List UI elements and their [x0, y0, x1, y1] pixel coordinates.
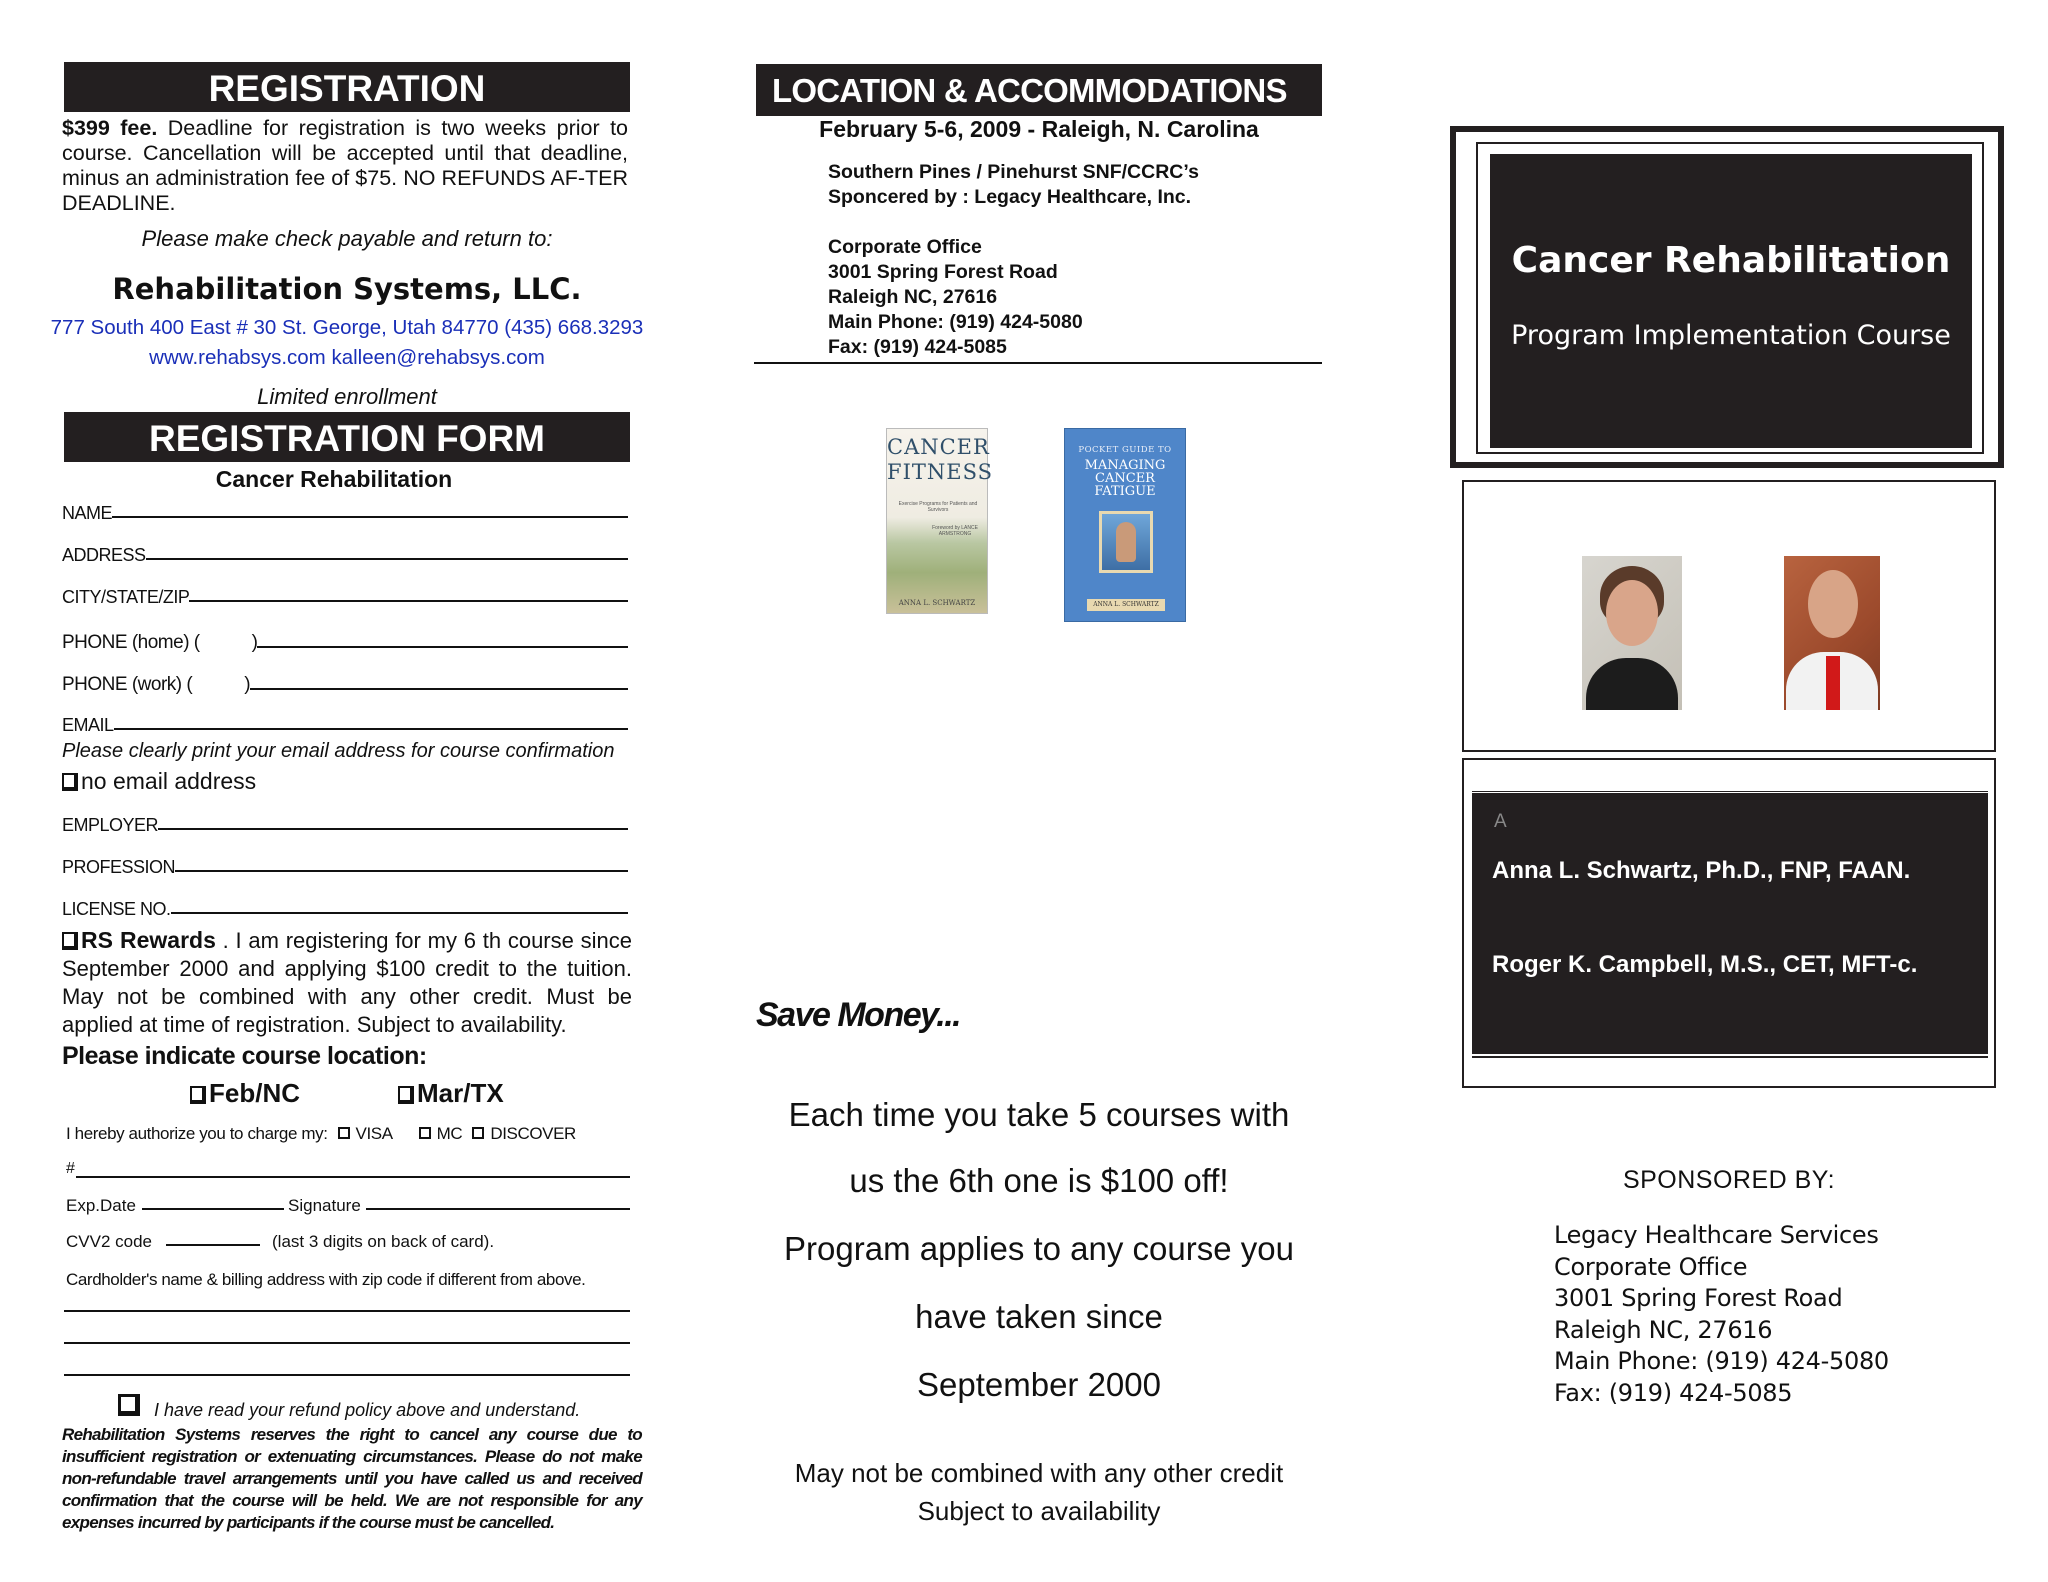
- instructor-photo-anna: [1582, 556, 1682, 710]
- location-line: Fax: (919) 424-5085: [828, 336, 1007, 358]
- location-date: February 5-6, 2009 - Raleigh, N. Carolina: [819, 116, 1259, 142]
- registration-title: REGISTRATION: [64, 62, 630, 112]
- promo-line: Program applies to any course you: [784, 1230, 1294, 1267]
- registration-terms: [62, 116, 628, 216]
- sponsor-line: Main Phone: (919) 424-5080: [1554, 1347, 1889, 1375]
- phone-work-line[interactable]: [250, 688, 628, 690]
- promo-line: September 2000: [916, 1366, 1161, 1403]
- instructor-marker: A: [1494, 811, 1507, 832]
- visa-checkbox[interactable]: [338, 1127, 350, 1139]
- feb-nc-checkbox[interactable]: [190, 1086, 206, 1104]
- instructor-names-underline: [1472, 1054, 1988, 1058]
- no-email-label: no email address: [81, 768, 257, 794]
- promo-line: Each time you take 5 courses with: [788, 1096, 1290, 1133]
- cover-subtitle: Program Implementation Course: [1511, 320, 1951, 351]
- book-cover-cancer-fitness: [886, 428, 993, 614]
- location-line: [828, 210, 1199, 235]
- profession-field[interactable]: [62, 850, 628, 878]
- sponsor-details: [1554, 1220, 1889, 1409]
- registration-fee: $399 fee.: [62, 116, 158, 140]
- billing-line-1[interactable]: [64, 1310, 630, 1312]
- promo-line: have taken since: [915, 1298, 1163, 1335]
- refund-ack-checkbox[interactable]: [118, 1394, 140, 1416]
- signature-line[interactable]: [366, 1208, 630, 1210]
- book1-title: CANCER FITNESS: [887, 435, 993, 484]
- mc-checkbox[interactable]: [419, 1127, 431, 1139]
- cvv-note: (last 3 digits on back of card).: [272, 1232, 495, 1251]
- location-line: Main Phone: (919) 424-5080: [828, 311, 1083, 333]
- promo-note: May not be combined with any other credit: [794, 1458, 1284, 1488]
- email-line[interactable]: [114, 728, 628, 730]
- rs-rewards-option[interactable]: [62, 926, 632, 1039]
- instructor-photo-roger: [1784, 556, 1880, 710]
- employer-field[interactable]: [62, 808, 628, 836]
- employer-label: EMPLOYER: [62, 815, 159, 835]
- sponsor-line: Fax: (919) 424-5085: [1554, 1378, 1793, 1407]
- mc-label: MC: [436, 1124, 463, 1143]
- exp-date-line[interactable]: [142, 1208, 284, 1210]
- book2-author: ANNA L. SCHWARTZ: [1087, 599, 1165, 611]
- name-line[interactable]: [112, 516, 628, 518]
- sponsor-line: Corporate Office: [1554, 1252, 1748, 1281]
- book2-pretitle: POCKET GUIDE TO: [1078, 445, 1172, 455]
- cvv-label: CVV2 code: [66, 1232, 152, 1251]
- signature-label: Signature: [288, 1196, 361, 1215]
- email-note: Please clearly print your email address for course confirmation: [62, 740, 615, 762]
- mar-tx-label: Mar/TX: [417, 1078, 504, 1108]
- city-state-zip-line[interactable]: [189, 600, 628, 602]
- email-label: EMAIL: [62, 715, 114, 735]
- save-money-heading: Save Money...: [756, 996, 961, 1034]
- instructor-names-panel: [1472, 790, 1988, 1054]
- location-line: Sponcered by : Legacy Healthcare, Inc.: [828, 186, 1192, 208]
- cancellation-disclaimer: Rehabilitation Systems reserves the right to cancel any course due to insufficient registration or extenuating circumstances. Please do not make non-refundable travel arrangements until you have called us and received confirmation that the course will be held. We are not responsible for any expenses incurred by participants if the course must be cancelled.: [62, 1425, 642, 1532]
- registration-form-title: REGISTRATION FORM: [64, 412, 630, 462]
- book2-title: MANAGING CANCER FATIGUE: [1084, 458, 1166, 499]
- cardholder-note: Cardholder's name & billing address with zip code if different from above.: [66, 1270, 586, 1289]
- promo-note: Subject to availability: [917, 1496, 1161, 1526]
- cvv-line[interactable]: [166, 1244, 260, 1246]
- registration-deadline: Deadline for registration is two weeks prior to course. Cancellation will be accepted until that deadline, minus an administration fee of $75. NO REFUNDS AF-TER DEADLINE.: [62, 116, 629, 215]
- instructor-name-anna: Anna L. Schwartz, Ph.D., FNP, FAAN.: [1492, 857, 1911, 884]
- form-subtitle: Cancer Rehabilitation: [215, 466, 453, 492]
- book-cover-cancer-fatigue: [1064, 428, 1186, 622]
- sponsor-line: 3001 Spring Forest Road: [1554, 1284, 1843, 1312]
- no-email-checkbox[interactable]: [62, 773, 78, 791]
- phone-work-field[interactable]: [62, 668, 628, 696]
- sponsor-line: Legacy Healthcare Services: [1554, 1221, 1879, 1249]
- phone-work-close: ): [244, 674, 251, 695]
- phone-home-line[interactable]: [257, 646, 628, 648]
- payable-note: Please make check payable and return to:: [141, 226, 553, 251]
- no-email-option[interactable]: [62, 768, 256, 795]
- discover-label: DISCOVER: [490, 1124, 576, 1143]
- visa-label: VISA: [355, 1124, 393, 1143]
- name-label: NAME: [62, 503, 113, 523]
- company-address: 777 South 400 East # 30 St. George, Utah 84770 (435) 668.3293: [50, 316, 644, 339]
- location-title: LOCATION & ACCOMMODATIONS: [756, 64, 1322, 116]
- profession-line[interactable]: [175, 870, 628, 872]
- instructor-photos-frame: [1462, 480, 1996, 752]
- phone-home-field[interactable]: [62, 626, 628, 654]
- course-location-heading: Please indicate course location:: [62, 1042, 427, 1070]
- billing-line-2[interactable]: [64, 1342, 630, 1344]
- exp-date-label: Exp.Date: [66, 1196, 136, 1215]
- promo-line: us the 6th one is $100 off!: [849, 1162, 1229, 1199]
- company-name: Rehabilitation Systems, LLC.: [112, 272, 582, 306]
- email-field[interactable]: [62, 708, 628, 736]
- card-number-label: #: [66, 1160, 75, 1177]
- book2-photo: [1099, 511, 1153, 573]
- rs-rewards-checkbox[interactable]: [62, 932, 78, 950]
- book1-subtitle: Exercise Programs for Patients and Survivors: [898, 501, 978, 513]
- cover-panel: [1490, 154, 1972, 448]
- city-state-zip-label: CITY/STATE/ZIP: [62, 587, 190, 607]
- authorize-label: I hereby authorize you to charge my:: [66, 1124, 328, 1143]
- address-label: ADDRESS: [62, 545, 146, 565]
- phone-work-label: PHONE (work) (: [62, 674, 193, 695]
- book1-foreword: Foreword by LANCE ARMSTRONG: [932, 525, 978, 537]
- location-line: Corporate Office: [828, 236, 982, 258]
- address-field[interactable]: [62, 538, 628, 566]
- phone-home-label: PHONE (home) (: [62, 632, 200, 653]
- location-details: [828, 160, 1199, 360]
- profession-label: PROFESSION: [62, 857, 176, 877]
- location-line: 3001 Spring Forest Road: [828, 261, 1058, 283]
- limited-enrollment: Limited enrollment: [257, 384, 437, 409]
- mar-tx-checkbox[interactable]: [398, 1086, 414, 1104]
- license-field[interactable]: [62, 892, 628, 920]
- license-line[interactable]: [171, 912, 628, 914]
- rs-rewards-text: . I am registering for my 6 th course since September 2000 and applying $100 credit to the tuition. May not be combined with any other credit. Must be applied at time of registration. Subject to availability.: [62, 928, 632, 1037]
- cover-title: Cancer Rehabilitation: [1511, 240, 1951, 281]
- phone-home-close: ): [251, 632, 258, 653]
- address-line[interactable]: [146, 558, 628, 560]
- book1-author: ANNA L. SCHWARTZ: [898, 599, 976, 607]
- employer-line[interactable]: [158, 828, 628, 830]
- license-label: LICENSE NO.: [62, 899, 171, 919]
- sponsored-by-heading: SPONSORED BY:: [1622, 1166, 1836, 1194]
- location-option-mar-tx[interactable]: [398, 1078, 504, 1109]
- sponsor-line: Raleigh NC, 27616: [1554, 1315, 1773, 1344]
- location-option-feb-nc[interactable]: [190, 1078, 300, 1109]
- city-state-zip-field[interactable]: [62, 580, 628, 608]
- card-authorize-row: [66, 1124, 576, 1144]
- feb-nc-label: Feb/NC: [209, 1078, 300, 1108]
- refund-ack-label: I have read your refund policy above and understand.: [154, 1400, 581, 1420]
- instructor-name-roger: Roger K. Campbell, M.S., CET, MFT-c.: [1492, 951, 1918, 978]
- location-divider: [754, 362, 1322, 364]
- name-field[interactable]: [62, 496, 628, 524]
- billing-line-3[interactable]: [64, 1374, 630, 1376]
- discover-checkbox[interactable]: [472, 1127, 484, 1139]
- company-web-email[interactable]: www.rehabsys.com kalleen@rehabsys.com: [149, 346, 545, 369]
- location-line: Raleigh NC, 27616: [828, 286, 998, 308]
- card-number-line[interactable]: [76, 1176, 630, 1178]
- location-line: Southern Pines / Pinehurst SNF/CCRC’s: [828, 161, 1199, 183]
- rs-rewards-label: RS Rewards: [81, 927, 216, 953]
